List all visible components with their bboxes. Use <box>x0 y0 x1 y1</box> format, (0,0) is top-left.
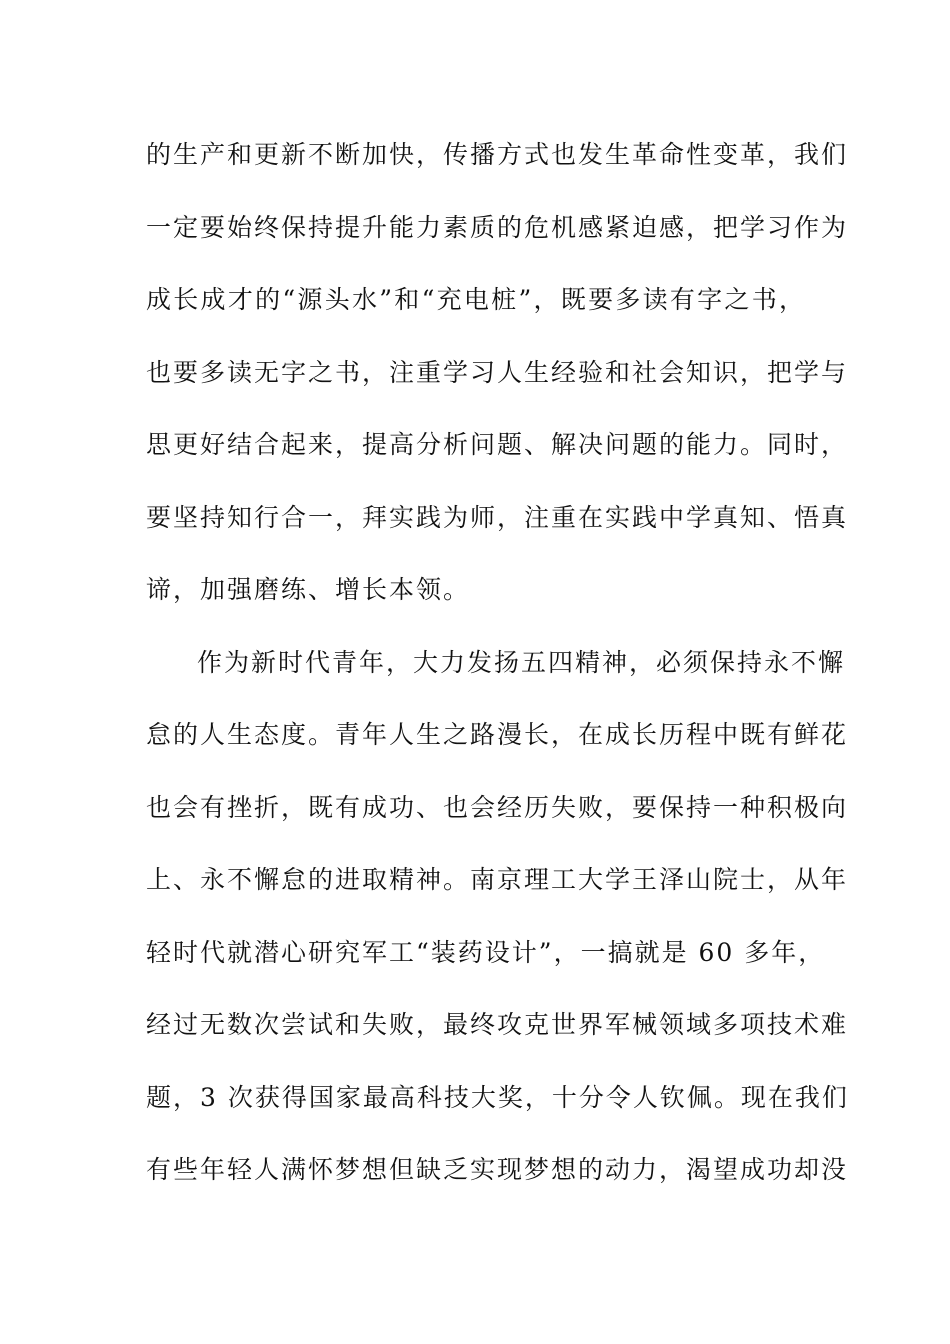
text-line-11: 上、永不懈怠的进取精神。南京理工大学王泽山院士，从年 <box>146 865 849 894</box>
body-text <box>146 130 849 1218</box>
text-line-10: 也会有挫折，既有成功、也会经历失败，要保持一种积极向 <box>146 792 849 822</box>
text-line-8: 作为新时代青年，大力发扬五四精神，必须保持永不懈 <box>197 647 846 677</box>
text-line-4: 也要多读无字之书，注重学习人生经验和社会知识，把学与 <box>146 357 849 387</box>
text-line-9: 怠的人生态度。青年人生之路漫长，在成长历程中既有鲜花 <box>146 720 849 749</box>
text-line-6: 要坚持知行合一，拜实践为师，注重在实践中学真知、悟真 <box>146 502 849 532</box>
text-line-14: 题，3 次获得国家最高科技大奖，十分令人钦佩。现在我们 <box>146 1082 849 1112</box>
text-line-1: 的生产和更新不断加快，传播方式也发生革命性变革，我们 <box>146 140 849 169</box>
text-line-5: 思更好结合起来，提高分析问题、解决问题的能力。同时， <box>146 430 849 459</box>
text-line-2: 一定要始终保持提升能力素质的危机感紧迫感，把学习作为 <box>146 212 849 242</box>
text-line-12: 轻时代就潜心研究军工“装药设计”，一搞就是 60 多年， <box>146 937 826 967</box>
text-line-7: 谛，加强磨练、增长本领。 <box>146 575 471 604</box>
text-line-13: 经过无数次尝试和失败，最终攻克世界军械领域多项技术难 <box>146 1010 849 1039</box>
text-line-15: 有些年轻人满怀梦想但缺乏实现梦想的动力，渴望成功却没 <box>146 1155 849 1184</box>
text-line-3: 成长成才的“源头水”和“充电桩”，既要多读有字之书， <box>146 285 806 314</box>
